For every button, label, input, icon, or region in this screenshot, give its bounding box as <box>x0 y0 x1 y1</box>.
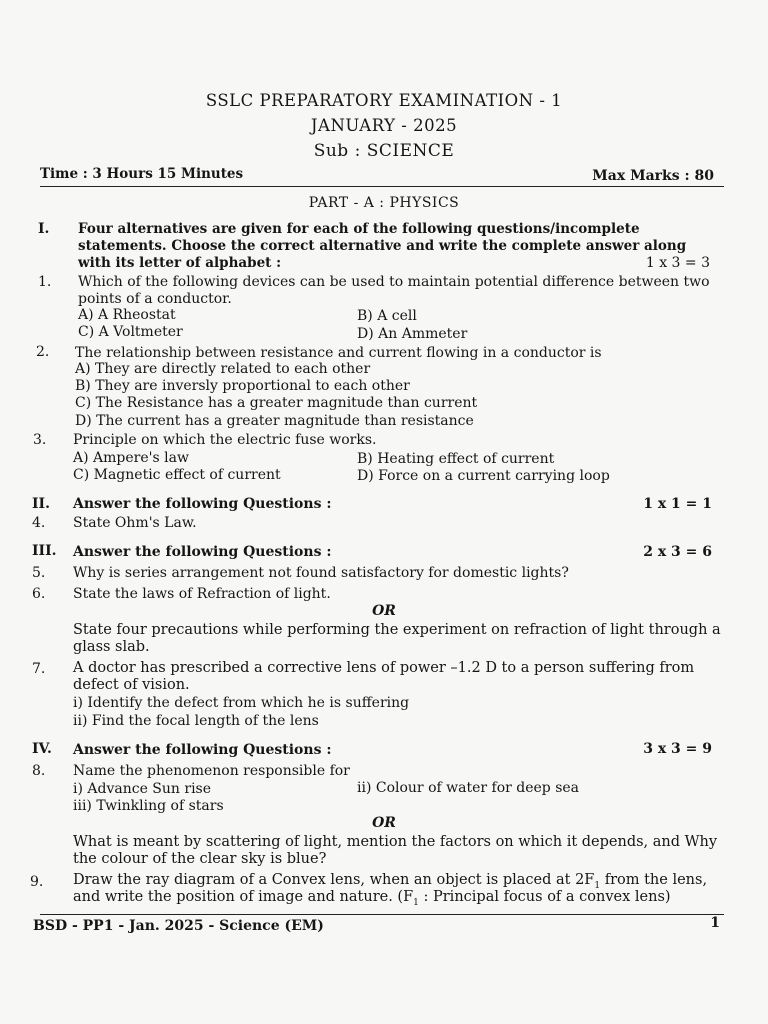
exam-month: JANUARY - 2025 <box>310 116 458 135</box>
q8-part-iii: iii) Twinkling of stars <box>73 798 224 814</box>
q9-text-part3: and write the position of image and nature. (F <box>73 889 414 905</box>
exam-title: SSLC PREPARATORY EXAMINATION - 1 <box>205 91 563 110</box>
section-2-marks: 1 x 1 = 1 <box>643 496 712 512</box>
q9-text-part4: : Principal focus of a convex lens) <box>418 889 671 905</box>
q3-option-a: A) Ampere's law <box>73 450 189 466</box>
q2-option-d: D) The current has a greater magnitude than resistance <box>75 413 474 429</box>
max-marks-label: Max Marks : 80 <box>592 168 714 184</box>
q4-text: State Ohm's Law. <box>73 515 197 531</box>
q8-text: Name the phenomenon responsible for <box>73 763 350 779</box>
q7-number: 7. <box>32 661 46 677</box>
section-3-number: III. <box>32 543 57 559</box>
q6-text: State the laws of Refraction of light. <box>73 586 331 602</box>
section-1-instruction: Four alternatives are given for each of the following questions/incomplete statements. Choose the correct alternative and write the complete answer along with its letter of alphabet : <box>78 221 687 271</box>
section-4-number: IV. <box>32 741 52 757</box>
section-4-marks: 3 x 3 = 9 <box>643 741 712 757</box>
q3-text: Principle on which the electric fuse works. <box>73 432 377 448</box>
q1-option-d: D) An Ammeter <box>357 326 468 342</box>
exam-subject: Sub : SCIENCE <box>313 141 455 161</box>
q4-number: 4. <box>32 515 46 531</box>
q9-sub-1: 1 <box>594 880 601 891</box>
q3-option-d: D) Force on a current carrying loop <box>357 468 610 484</box>
section-1-number: I. <box>38 221 50 237</box>
q3-option-b: B) Heating effect of current <box>357 451 555 467</box>
q1-text: Which of the following devices can be used to maintain potential difference between two points of a conductor. <box>78 274 710 307</box>
q1-option-a: A) A Rheostat <box>78 307 176 323</box>
q3-option-c: C) Magnetic effect of current <box>73 467 281 483</box>
q1-option-b: B) A cell <box>357 308 417 324</box>
q7-text: A doctor has prescribed a corrective lens of power –1.2 D to a person suffering from defect of vision. <box>73 660 695 693</box>
footer-code: BSD - PP1 - Jan. 2025 - Science (EM) <box>33 918 324 934</box>
q9-text-part2: from the lens, <box>600 872 708 888</box>
q9-text-line2 <box>73 889 671 908</box>
q7-part-ii: ii) Find the focal length of the lens <box>73 713 319 729</box>
part-heading: PART - A : PHYSICS <box>308 195 460 211</box>
q1-number: 1. <box>38 274 52 290</box>
q2-option-c: C) The Resistance has a greater magnitude than current <box>75 395 478 411</box>
section-3-heading: Answer the following Questions : <box>73 544 332 560</box>
footer-divider <box>40 914 724 915</box>
section-2-heading: Answer the following Questions : <box>73 496 332 512</box>
page-number: 1 <box>710 915 720 931</box>
q8-part-i: i) Advance Sun rise <box>73 781 212 797</box>
q1-option-c: C) A Voltmeter <box>78 324 183 340</box>
q8-or: OR <box>372 815 396 831</box>
q6-number: 6. <box>32 586 46 602</box>
q9-text-part1: Draw the ray diagram of a Convex lens, when an object is placed at 2F <box>73 872 595 888</box>
q3-number: 3. <box>33 432 47 448</box>
q6-or: OR <box>372 603 396 619</box>
q5-number: 5. <box>32 565 46 581</box>
q7-part-i: i) Identify the defect from which he is suffering <box>73 695 410 711</box>
q8-part-ii: ii) Colour of water for deep sea <box>357 780 580 796</box>
q2-option-a: A) They are directly related to each other <box>75 361 371 377</box>
q9-number: 9. <box>30 874 44 890</box>
section-4-heading: Answer the following Questions : <box>73 742 332 758</box>
q9-sub-2: 1 <box>413 897 419 908</box>
header-divider <box>40 186 724 187</box>
q2-option-b: B) They are inversly proportional to each other <box>75 378 410 394</box>
section-1-marks: 1 x 3 = 3 <box>645 255 710 271</box>
time-label: Time : 3 Hours 15 Minutes <box>40 166 244 182</box>
q5-text: Why is series arrangement not found satisfactory for domestic lights? <box>73 565 569 581</box>
section-3-marks: 2 x 3 = 6 <box>643 544 712 560</box>
q8-number: 8. <box>32 763 46 779</box>
q8-alternative: What is meant by scattering of light, mention the factors on which it depends, and Why the colour of the clear sky is blue? <box>73 834 718 867</box>
q2-number: 2. <box>36 344 50 360</box>
section-2-number: II. <box>32 496 50 512</box>
q6-alternative: State four precautions while performing the experiment on refraction of light through a glass slab. <box>73 622 721 655</box>
q2-text: The relationship between resistance and current flowing in a conductor is <box>75 345 602 361</box>
